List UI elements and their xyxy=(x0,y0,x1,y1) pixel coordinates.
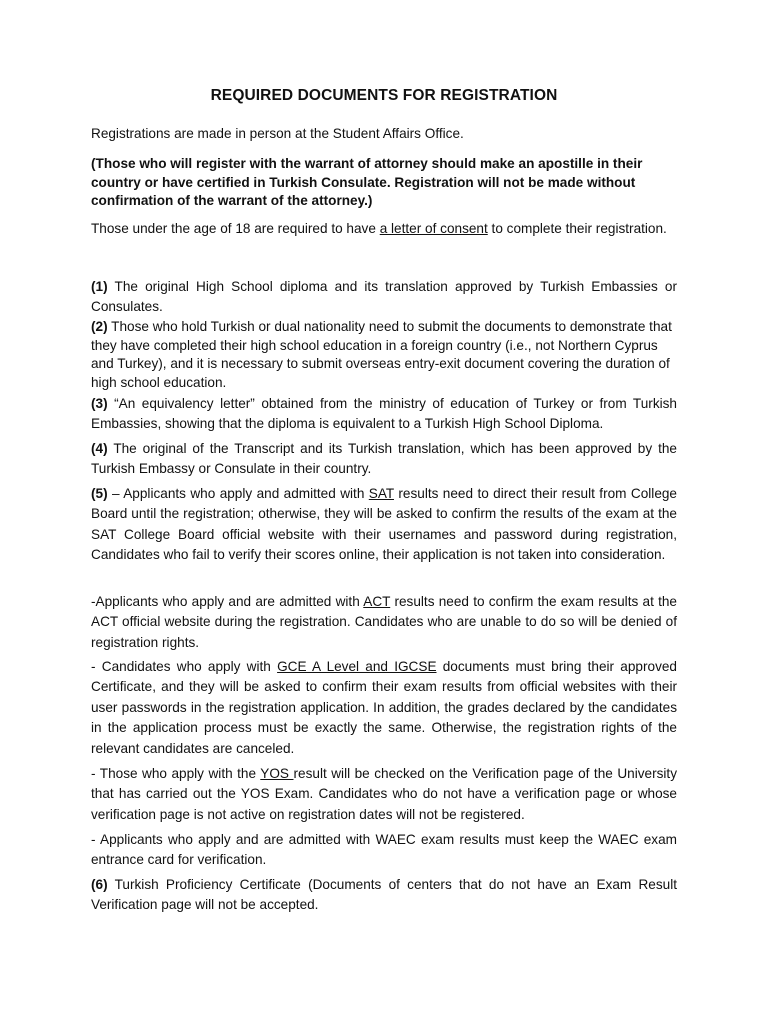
item-1 xyxy=(91,277,677,318)
sat-label: SAT xyxy=(368,486,394,501)
item-2 xyxy=(91,318,677,392)
gce-paragraph xyxy=(91,657,677,759)
item-5-before: – Applicants who apply and admitted with xyxy=(107,486,369,501)
item-6-number: (6) xyxy=(91,877,108,892)
gce-label: GCE A Level and IGCSE xyxy=(277,659,437,674)
warrant-note: (Those who will register with the warrant of attorney should make an apostille in their country or have certified in Turkish Consulate. Registration will not be made without confirmation of the warrant of the attorney.) xyxy=(91,156,643,209)
act-before: -Applicants who apply and are admitted with xyxy=(91,594,364,609)
waec-paragraph: - Applicants who apply and are admitted with WAEC exam results must keep the WAEC exam entrance card for verification. xyxy=(91,832,677,868)
yos-label: YOS xyxy=(260,766,294,781)
intro-text: Registrations are made in person at the Student Affairs Office. xyxy=(91,126,464,141)
item-2-text: Those who hold Turkish or dual nationality need to submit the documents to demonstrate that they have completed their high school education in a foreign country (i.e., not Northern Cyprus and Turkey), and it is necessary to submit overseas entry-exit document covering the duration of high school education. xyxy=(91,319,672,390)
act-paragraph xyxy=(91,592,677,653)
letter-of-consent-link[interactable]: a letter of consent xyxy=(379,221,488,236)
item-3-text: “An equivalency letter” obtained from the ministry of education of Turkey or from Turkish Embassies, showing that the diploma is equivalent to a Turkish High School Diploma. xyxy=(91,396,677,432)
item-5-after: results need to direct their result from College Board until the registration; otherwise, they will be asked to confirm the results of the exam at the SAT College Board official website with their usernames and password during registration, Candidates who fail to verify their scores online, their application is not taken into consideration. xyxy=(91,486,677,563)
item-2-number: (2) xyxy=(91,319,108,334)
gce-before: - Candidates who apply with xyxy=(91,659,278,674)
yos-before: - Those who apply with the xyxy=(91,766,261,781)
item-1-number: (1) xyxy=(91,279,108,294)
yos-paragraph xyxy=(91,764,677,825)
item-3 xyxy=(91,394,677,435)
yos-after: result will be checked on the Verification page of the University that has carried out the YOS Exam. Candidates who do not have a verification page or whose verification page is not active on registration dates will not be registered. xyxy=(91,766,677,822)
item-6-text: Turkish Proficiency Certificate (Documents of centers that do not have an Exam Result Verification page will not be accepted. xyxy=(91,877,677,913)
age-note-before: Those under the age of 18 are required to have xyxy=(91,221,380,236)
item-5-number: (5) xyxy=(91,486,108,501)
act-after: results need to confirm the exam results at the ACT official website during the registration. Candidates who are unable to do so will be denied of registration rights. xyxy=(91,594,677,650)
age-note xyxy=(91,220,677,239)
gce-after: documents must bring their approved Certificate, and they will be asked to confirm their exam results from official websites with their user passwords in the registration application. In addition, the grades declared by the candidates in the application process must be exactly the same. Otherwise, the registration rights of the relevant candidates are canceled. xyxy=(91,659,677,756)
item-6 xyxy=(91,875,677,916)
item-4-number: (4) xyxy=(91,441,108,456)
age-note-after: to complete their registration. xyxy=(487,221,667,236)
item-4 xyxy=(91,439,677,480)
item-3-number: (3) xyxy=(91,396,108,411)
act-label: ACT xyxy=(363,594,391,609)
page-title: REQUIRED DOCUMENTS FOR REGISTRATION xyxy=(210,87,558,104)
item-1-text: The original High School diploma and its translation approved by Turkish Embassies or Consulates. xyxy=(91,279,677,315)
item-5-sat xyxy=(91,484,677,566)
item-4-text: The original of the Transcript and its Turkish translation, which has been approved by the Turkish Embassy or Consulate in their country. xyxy=(91,441,677,477)
